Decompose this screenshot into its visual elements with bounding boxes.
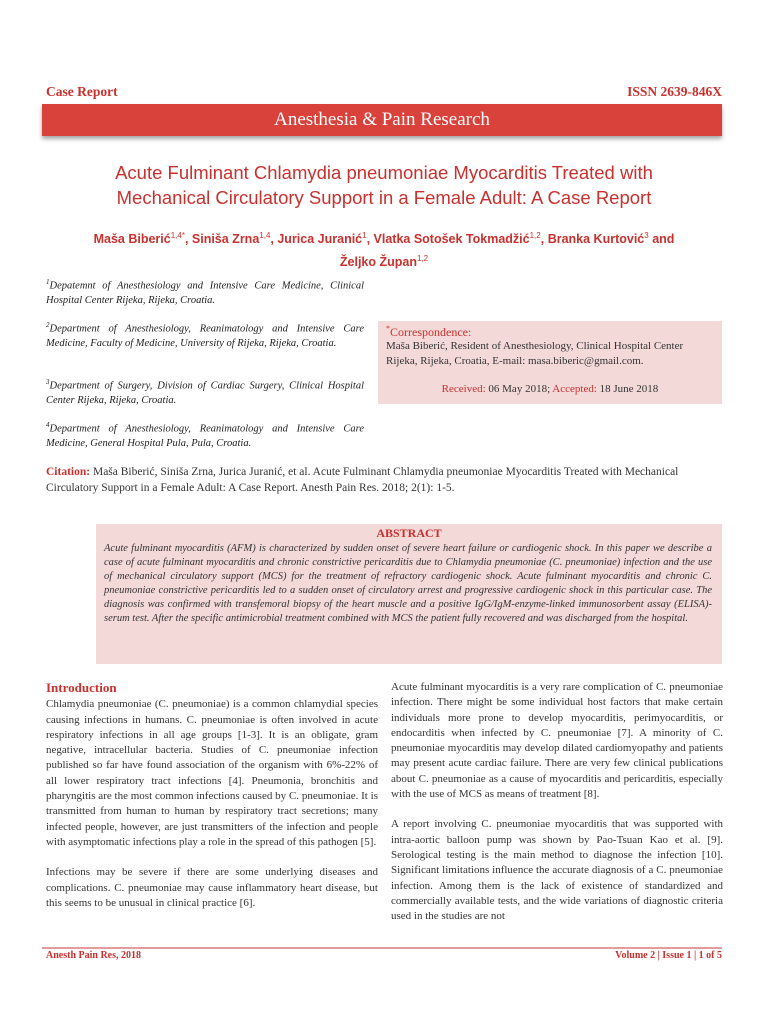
affiliation-number: 4 [46,421,50,429]
author-name: Vlatka Sotošek Tokmadžić [373,232,530,247]
affiliation [46,418,364,451]
author-affil-sup: 1 [362,231,367,240]
affiliation-text: Department of Anesthesiology, Reanimatology and Intensive Care Medicine, Faculty of Medicine, University of Rijeka, Rijeka, Croatia. [46,323,364,349]
section-heading-introduction: Introduction [46,680,117,695]
affiliation-text: Department of Anesthesiology, Reanimatology and Intensive Care Medicine, General Hospital Pula, Pula, Croatia. [46,423,364,449]
body-column-right [391,680,723,939]
author-affil-sup: 1,4* [170,231,185,240]
affiliation-text: Department of Surgery, Division of Cardiac Surgery, Clinical Hospital Center Rijeka, Rijeka, Croatia. [46,380,364,406]
author-affil-sup: 1,2 [529,231,541,240]
footer-journal-citation: Anesth Pain Res, 2018 [46,950,142,961]
body-paragraph: Chlamydia pneumoniae (C. pneumoniae) is a common chlamydial species causing infections in humans. C. pneumoniae is often involved in acute respiratory infections in all age groups [1-3]. It is an obligate, gram negative, intracellular bacteria. Studies of C. pneumoniae infection published so far have found association of the organism with 6%-22% of all lower respiratory tract infections [4]. Pneumonia, bronchitis and pharyngitis are the most common infections caused by C. pneumoniae. It is transmitted from human to human by respiratory tract secretions; many infected people, however, are just transmitters of the infection and people with asymptomatic infections play a role in the spread of this pathogen [5]. [46,698,378,848]
correspondence-heading-text: Correspondence: [390,325,472,339]
footer-divider [42,947,722,949]
author-affil-sup: 1,4 [259,231,271,240]
correspondence-marker: * [386,324,390,333]
author-name: Željko Župan [339,255,417,270]
article-title-line-1: Acute Fulminant Chlamydia pneumoniae Myocarditis Treated with [115,162,653,183]
received-date: 06 May 2018; [488,383,551,395]
affiliation [46,275,364,308]
body-column-left [46,680,378,926]
author-affil-sup: 3 [644,231,649,240]
affiliation-number: 1 [46,278,50,286]
author-name: Jurica Juranić [277,232,363,247]
accepted-label: Accepted: [552,383,597,395]
author-name: Siniša Zrna [191,232,260,247]
correspondence-text: Maša Biberić, Resident of Anesthesiology, Clinical Hospital Center Rijeka, Rijeka, Croatia, E-mail: masa.biberic@gmail.com. [386,340,684,367]
affiliation-number: 2 [46,321,50,329]
issn-label: ISSN 2639-846X [627,84,722,99]
citation [46,464,726,496]
abstract-box [96,524,722,664]
author-list: Maša Biberić$^{1,4*}$, Siniša Zrna$^{1,4}$, Jurica Juranić$^1$, Vlatka Sotošek Tokmadžić$^{1,2}$, Branka Kurtović$^3$ and Željko Župan$^{1,2}$ [93,231,675,270]
author-affil-sup: 1,2 [416,254,429,264]
author-name: Maša Biberić [93,232,171,247]
body-paragraph: Acute fulminant myocarditis is a very rare complication of C. pneumoniae infection. There might be some individual host factors that make certain individuals more prone to develop myocarditis, perimyocarditis, or endocarditis when infected by C. pneumoniae [7]. A minority of C. pneumoniae myocarditis may develop dilated cardiomyopathy and patients may present acute cardiac failure. There are very few clinical publications about C. pneumoniae as a cause of myocarditis and pericarditis, especially with the use of MCS as means of treatment [8]. [391,681,723,801]
affiliation-text: Depatemnt of Anesthesiology and Intensive Care Medicine, Clinical Hospital Center Rijeka, Rijeka, Croatia. [46,280,364,306]
accepted-date: 18 June 2018 [599,383,659,395]
abstract-text: Acute fulminant myocarditis (AFM) is characterized by sudden onset of severe heart failure or cardiogenic shock. In this paper we describe a case of acute fulminant myocarditis and chronic constrictive pericarditis due to Chlamydia pneumoniae (C. pneumoniae) infection and the use of mechanical circulatory support (MCS) for the treatment of refractory cardiogenic shock. Acute fulminant myocarditis and chronic C. pneumoniae constrictive pericarditis led to a sudden onset of circulatory arrest and progressive cardiogenic shock in this particular case. The diagnosis was confirmed with transfemoral biopsy of the heart muscle and a positive IgG/IgM-enzyme-linked immunosorbent assay (ELISA)-serum test. After the specific antimicrobial treatment combined with MCS the patient fully recovered and was discharged from the hospital. [104,543,712,624]
citation-label: Citation: [46,466,91,478]
article-title [40,160,728,210]
correspondence-box [378,321,722,404]
correspondence-heading [386,324,471,340]
received-label: Received: [441,383,486,395]
article-title-line-2: Mechanical Circulatory Support in a Female Adult: A Case Report [116,187,652,208]
author-name: Branka Kurtović [547,232,645,247]
body-paragraph: Infections may be severe if there are some underlying diseases and complications. C. pneumoniae may cause inflammatory heart disease, but this seems to be unusual in clinical practice [6]. [46,866,378,909]
article-type-label: Case Report [46,84,118,99]
journal-banner: Anesthesia & Pain Research [42,104,722,136]
footer-page-info: Volume 2 | Issue 1 | 1 of 5 [615,950,722,961]
author-joiner: and [652,232,675,247]
citation-text: Maša Biberić, Siniša Zrna, Jurica Juranić, et al. Acute Fulminant Chlamydia pneumoniae Myocarditis Treated with Mechanical Circulatory Support in a Female Adult: A Case Report. Anesth Pain Res. 2018; 2(1): 1-5. [46,466,679,494]
affiliation [46,375,364,408]
article-dates [378,383,722,395]
affiliation [46,318,364,351]
abstract-heading: ABSTRACT [376,526,442,540]
affiliation-number: 3 [46,378,50,386]
body-paragraph: A report involving C. pneumoniae myocarditis that was supported with intra-aortic balloon pump was shown by Pao-Tsuan Kao et al. [9]. Serological testing is the main method to diagnose the infection [10]. Significant limitations influence the accurate diagnosis of a C. pneumoniae infection. Among them is the lack of existence of standardized and commercially available tests, and the wide variations of diagnostic criteria used in the studies are not [391,818,723,923]
